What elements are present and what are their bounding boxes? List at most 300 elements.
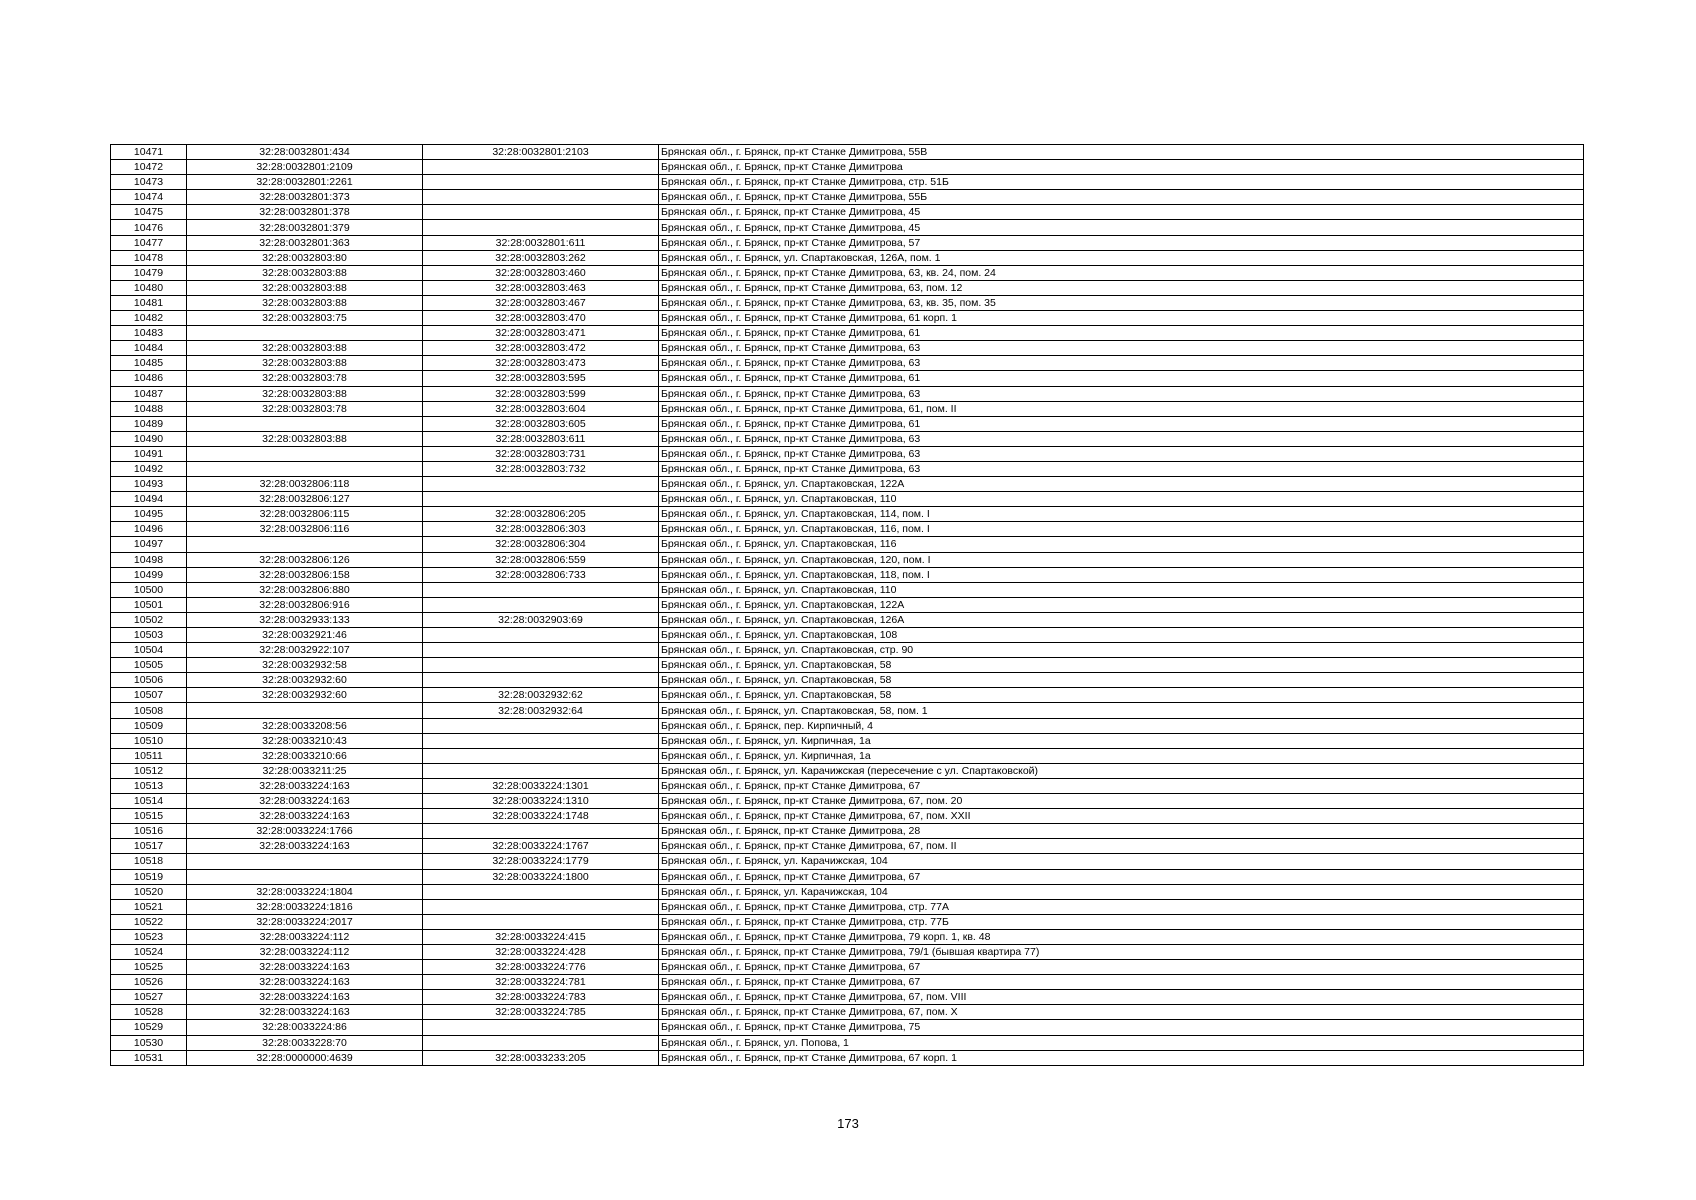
land-cadastral-number-cell bbox=[187, 416, 423, 431]
row-number-cell: 10477 bbox=[111, 235, 187, 250]
table-row bbox=[111, 1005, 1584, 1020]
land-cadastral-number-cell: 32:28:0033224:112 bbox=[187, 944, 423, 959]
object-cadastral-number-cell: 32:28:0032803:611 bbox=[423, 431, 659, 446]
land-cadastral-number-cell bbox=[187, 461, 423, 476]
object-cadastral-number-cell: 32:28:0033224:428 bbox=[423, 944, 659, 959]
object-cadastral-number-cell bbox=[423, 175, 659, 190]
row-number-cell: 10498 bbox=[111, 552, 187, 567]
table-row bbox=[111, 703, 1584, 718]
address-cell: Брянская обл., г. Брянск, пр-кт Станке Димитрова, стр. 77Б bbox=[659, 914, 1584, 929]
table-row bbox=[111, 311, 1584, 326]
address-cell: Брянская обл., г. Брянск, ул. Карачижская, 104 bbox=[659, 884, 1584, 899]
table-row bbox=[111, 869, 1584, 884]
row-number-cell: 10494 bbox=[111, 492, 187, 507]
row-number-cell: 10489 bbox=[111, 416, 187, 431]
address-cell: Брянская обл., г. Брянск, ул. Спартаковская, 120, пом. I bbox=[659, 552, 1584, 567]
address-cell: Брянская обл., г. Брянск, пр-кт Станке Димитрова, 63, пом. 12 bbox=[659, 280, 1584, 295]
object-cadastral-number-cell bbox=[423, 492, 659, 507]
land-cadastral-number-cell: 32:28:0033224:163 bbox=[187, 1005, 423, 1020]
address-cell: Брянская обл., г. Брянск, пр-кт Станке Димитрова, 67 bbox=[659, 975, 1584, 990]
object-cadastral-number-cell bbox=[423, 1020, 659, 1035]
address-cell: Брянская обл., г. Брянск, ул. Спартаковская, 58, пом. 1 bbox=[659, 703, 1584, 718]
address-cell: Брянская обл., г. Брянск, пр-кт Станке Димитрова, 67, пом. XXII bbox=[659, 809, 1584, 824]
table-row bbox=[111, 975, 1584, 990]
object-cadastral-number-cell: 32:28:0033233:205 bbox=[423, 1050, 659, 1065]
table-row bbox=[111, 386, 1584, 401]
object-cadastral-number-cell: 32:28:0033224:781 bbox=[423, 975, 659, 990]
land-cadastral-number-cell: 32:28:0032801:379 bbox=[187, 220, 423, 235]
row-number-cell: 10531 bbox=[111, 1050, 187, 1065]
object-cadastral-number-cell: 32:28:0032806:304 bbox=[423, 537, 659, 552]
row-number-cell: 10493 bbox=[111, 477, 187, 492]
table-row bbox=[111, 839, 1584, 854]
land-cadastral-number-cell: 32:28:0032932:60 bbox=[187, 688, 423, 703]
table-row bbox=[111, 914, 1584, 929]
land-cadastral-number-cell: 32:28:0032806:118 bbox=[187, 477, 423, 492]
land-cadastral-number-cell: 32:28:0032806:158 bbox=[187, 567, 423, 582]
address-cell: Брянская обл., г. Брянск, пр-кт Станке Димитрова, стр. 77А bbox=[659, 899, 1584, 914]
object-cadastral-number-cell: 32:28:0032803:604 bbox=[423, 401, 659, 416]
object-cadastral-number-cell: 32:28:0033224:415 bbox=[423, 929, 659, 944]
land-cadastral-number-cell: 32:28:0033210:66 bbox=[187, 748, 423, 763]
land-cadastral-number-cell: 32:28:0032932:60 bbox=[187, 673, 423, 688]
land-cadastral-number-cell: 32:28:0033224:163 bbox=[187, 778, 423, 793]
table-row bbox=[111, 960, 1584, 975]
land-cadastral-number-cell: 32:28:0032921:46 bbox=[187, 628, 423, 643]
registry-table-body bbox=[111, 145, 1584, 1066]
object-cadastral-number-cell: 32:28:0033224:785 bbox=[423, 1005, 659, 1020]
table-row bbox=[111, 341, 1584, 356]
address-cell: Брянская обл., г. Брянск, пр-кт Станке Димитрова, 61 корп. 1 bbox=[659, 311, 1584, 326]
land-cadastral-number-cell: 32:28:0032803:75 bbox=[187, 311, 423, 326]
row-number-cell: 10513 bbox=[111, 778, 187, 793]
row-number-cell: 10519 bbox=[111, 869, 187, 884]
land-cadastral-number-cell: 32:28:0032803:88 bbox=[187, 356, 423, 371]
object-cadastral-number-cell bbox=[423, 160, 659, 175]
address-cell: Брянская обл., г. Брянск, ул. Спартаковская, 58 bbox=[659, 688, 1584, 703]
object-cadastral-number-cell: 32:28:0032803:732 bbox=[423, 461, 659, 476]
address-cell: Брянская обл., г. Брянск, пр-кт Станке Димитрова, 28 bbox=[659, 824, 1584, 839]
land-cadastral-number-cell: 32:28:0032803:88 bbox=[187, 295, 423, 310]
table-row bbox=[111, 461, 1584, 476]
object-cadastral-number-cell bbox=[423, 597, 659, 612]
object-cadastral-number-cell: 32:28:0033224:1310 bbox=[423, 794, 659, 809]
row-number-cell: 10488 bbox=[111, 401, 187, 416]
address-cell: Брянская обл., г. Брянск, ул. Спартаковская, стр. 90 bbox=[659, 643, 1584, 658]
row-number-cell: 10530 bbox=[111, 1035, 187, 1050]
address-cell: Брянская обл., г. Брянск, пр-кт Станке Димитрова, 67, пом. X bbox=[659, 1005, 1584, 1020]
registry-table bbox=[110, 144, 1584, 1066]
address-cell: Брянская обл., г. Брянск, пр-кт Станке Димитрова, 75 bbox=[659, 1020, 1584, 1035]
land-cadastral-number-cell: 32:28:0032801:2109 bbox=[187, 160, 423, 175]
address-cell: Брянская обл., г. Брянск, пр-кт Станке Димитрова, 45 bbox=[659, 205, 1584, 220]
row-number-cell: 10502 bbox=[111, 612, 187, 627]
row-number-cell: 10478 bbox=[111, 250, 187, 265]
row-number-cell: 10483 bbox=[111, 326, 187, 341]
address-cell: Брянская обл., г. Брянск, пр-кт Станке Димитрова, 63 bbox=[659, 461, 1584, 476]
object-cadastral-number-cell: 32:28:0032932:62 bbox=[423, 688, 659, 703]
row-number-cell: 10500 bbox=[111, 582, 187, 597]
land-cadastral-number-cell: 32:28:0032803:88 bbox=[187, 280, 423, 295]
address-cell: Брянская обл., г. Брянск, пр-кт Станке Димитрова, 55Б bbox=[659, 190, 1584, 205]
address-cell: Брянская обл., г. Брянск, ул. Кирпичная, 1а bbox=[659, 733, 1584, 748]
land-cadastral-number-cell: 32:28:0000000:4639 bbox=[187, 1050, 423, 1065]
row-number-cell: 10521 bbox=[111, 899, 187, 914]
object-cadastral-number-cell: 32:28:0032803:471 bbox=[423, 326, 659, 341]
land-cadastral-number-cell bbox=[187, 326, 423, 341]
object-cadastral-number-cell: 32:28:0032806:303 bbox=[423, 522, 659, 537]
address-cell: Брянская обл., г. Брянск, пр-кт Станке Димитрова, 61 bbox=[659, 416, 1584, 431]
row-number-cell: 10484 bbox=[111, 341, 187, 356]
table-row bbox=[111, 733, 1584, 748]
table-row bbox=[111, 597, 1584, 612]
land-cadastral-number-cell: 32:28:0033224:163 bbox=[187, 975, 423, 990]
land-cadastral-number-cell: 32:28:0033211:25 bbox=[187, 763, 423, 778]
row-number-cell: 10529 bbox=[111, 1020, 187, 1035]
address-cell: Брянская обл., г. Брянск, пр-кт Станке Димитрова, 67 bbox=[659, 960, 1584, 975]
address-cell: Брянская обл., г. Брянск, ул. Спартаковская, 116 bbox=[659, 537, 1584, 552]
address-cell: Брянская обл., г. Брянск, пр-кт Станке Димитрова, 63 bbox=[659, 431, 1584, 446]
row-number-cell: 10524 bbox=[111, 944, 187, 959]
object-cadastral-number-cell bbox=[423, 824, 659, 839]
table-row bbox=[111, 688, 1584, 703]
land-cadastral-number-cell: 32:28:0032803:88 bbox=[187, 341, 423, 356]
row-number-cell: 10497 bbox=[111, 537, 187, 552]
row-number-cell: 10495 bbox=[111, 507, 187, 522]
row-number-cell: 10506 bbox=[111, 673, 187, 688]
table-row bbox=[111, 1035, 1584, 1050]
land-cadastral-number-cell: 32:28:0033224:163 bbox=[187, 794, 423, 809]
address-cell: Брянская обл., г. Брянск, пр-кт Станке Димитрова, 63 bbox=[659, 386, 1584, 401]
page-number: 173 bbox=[837, 1116, 859, 1131]
table-row bbox=[111, 326, 1584, 341]
row-number-cell: 10511 bbox=[111, 748, 187, 763]
address-cell: Брянская обл., г. Брянск, пр-кт Станке Димитрова, 67 bbox=[659, 778, 1584, 793]
object-cadastral-number-cell: 32:28:0032803:467 bbox=[423, 295, 659, 310]
row-number-cell: 10525 bbox=[111, 960, 187, 975]
table-row bbox=[111, 854, 1584, 869]
object-cadastral-number-cell bbox=[423, 190, 659, 205]
row-number-cell: 10527 bbox=[111, 990, 187, 1005]
land-cadastral-number-cell: 32:28:0032803:78 bbox=[187, 371, 423, 386]
row-number-cell: 10496 bbox=[111, 522, 187, 537]
table-row bbox=[111, 899, 1584, 914]
object-cadastral-number-cell bbox=[423, 914, 659, 929]
address-cell: Брянская обл., г. Брянск, пр-кт Станке Димитрова, 61, пом. II bbox=[659, 401, 1584, 416]
object-cadastral-number-cell: 32:28:0032803:460 bbox=[423, 265, 659, 280]
row-number-cell: 10473 bbox=[111, 175, 187, 190]
table-row bbox=[111, 824, 1584, 839]
object-cadastral-number-cell: 32:28:0032803:473 bbox=[423, 356, 659, 371]
row-number-cell: 10501 bbox=[111, 597, 187, 612]
object-cadastral-number-cell: 32:28:0032803:463 bbox=[423, 280, 659, 295]
object-cadastral-number-cell: 32:28:0032801:611 bbox=[423, 235, 659, 250]
land-cadastral-number-cell: 32:28:0032932:58 bbox=[187, 658, 423, 673]
table-row bbox=[111, 990, 1584, 1005]
table-row bbox=[111, 356, 1584, 371]
row-number-cell: 10491 bbox=[111, 446, 187, 461]
land-cadastral-number-cell: 32:28:0032801:378 bbox=[187, 205, 423, 220]
address-cell: Брянская обл., г. Брянск, пр-кт Станке Димитрова, 67, пом. 20 bbox=[659, 794, 1584, 809]
row-number-cell: 10520 bbox=[111, 884, 187, 899]
row-number-cell: 10518 bbox=[111, 854, 187, 869]
land-cadastral-number-cell: 32:28:0032806:126 bbox=[187, 552, 423, 567]
table-row bbox=[111, 582, 1584, 597]
land-cadastral-number-cell: 32:28:0032806:115 bbox=[187, 507, 423, 522]
table-row bbox=[111, 778, 1584, 793]
object-cadastral-number-cell bbox=[423, 733, 659, 748]
row-number-cell: 10528 bbox=[111, 1005, 187, 1020]
table-row bbox=[111, 537, 1584, 552]
row-number-cell: 10486 bbox=[111, 371, 187, 386]
object-cadastral-number-cell bbox=[423, 748, 659, 763]
row-number-cell: 10514 bbox=[111, 794, 187, 809]
row-number-cell: 10512 bbox=[111, 763, 187, 778]
row-number-cell: 10523 bbox=[111, 929, 187, 944]
table-row bbox=[111, 658, 1584, 673]
row-number-cell: 10482 bbox=[111, 311, 187, 326]
table-row bbox=[111, 552, 1584, 567]
object-cadastral-number-cell bbox=[423, 658, 659, 673]
table-row bbox=[111, 280, 1584, 295]
address-cell: Брянская обл., г. Брянск, пр-кт Станке Димитрова, 67 корп. 1 bbox=[659, 1050, 1584, 1065]
table-row bbox=[111, 205, 1584, 220]
table-row bbox=[111, 446, 1584, 461]
land-cadastral-number-cell: 32:28:0033208:56 bbox=[187, 718, 423, 733]
object-cadastral-number-cell bbox=[423, 763, 659, 778]
table-row bbox=[111, 250, 1584, 265]
object-cadastral-number-cell bbox=[423, 1035, 659, 1050]
table-row bbox=[111, 628, 1584, 643]
address-cell: Брянская обл., г. Брянск, ул. Спартаковская, 116, пом. I bbox=[659, 522, 1584, 537]
land-cadastral-number-cell: 32:28:0032803:88 bbox=[187, 386, 423, 401]
object-cadastral-number-cell bbox=[423, 643, 659, 658]
address-cell: Брянская обл., г. Брянск, ул. Спартаковская, 122А bbox=[659, 597, 1584, 612]
land-cadastral-number-cell: 32:28:0033224:2017 bbox=[187, 914, 423, 929]
address-cell: Брянская обл., г. Брянск, пр-кт Станке Димитрова, 45 bbox=[659, 220, 1584, 235]
object-cadastral-number-cell: 32:28:0033224:1800 bbox=[423, 869, 659, 884]
table-row bbox=[111, 492, 1584, 507]
object-cadastral-number-cell: 32:28:0032803:731 bbox=[423, 446, 659, 461]
address-cell: Брянская обл., г. Брянск, пр-кт Станке Димитрова, 63 bbox=[659, 356, 1584, 371]
land-cadastral-number-cell: 32:28:0032806:127 bbox=[187, 492, 423, 507]
table-row bbox=[111, 522, 1584, 537]
land-cadastral-number-cell: 32:28:0033224:1804 bbox=[187, 884, 423, 899]
object-cadastral-number-cell: 32:28:0032806:205 bbox=[423, 507, 659, 522]
land-cadastral-number-cell: 32:28:0032806:880 bbox=[187, 582, 423, 597]
table-row bbox=[111, 929, 1584, 944]
land-cadastral-number-cell: 32:28:0033224:163 bbox=[187, 960, 423, 975]
address-cell: Брянская обл., г. Брянск, пр-кт Станке Димитрова, 55В bbox=[659, 145, 1584, 160]
address-cell: Брянская обл., г. Брянск, пр-кт Станке Димитрова, 79 корп. 1, кв. 48 bbox=[659, 929, 1584, 944]
land-cadastral-number-cell bbox=[187, 446, 423, 461]
table-row bbox=[111, 190, 1584, 205]
land-cadastral-number-cell: 32:28:0032801:2261 bbox=[187, 175, 423, 190]
object-cadastral-number-cell: 32:28:0032803:605 bbox=[423, 416, 659, 431]
address-cell: Брянская обл., г. Брянск, ул. Спартаковская, 126А bbox=[659, 612, 1584, 627]
land-cadastral-number-cell: 32:28:0033228:70 bbox=[187, 1035, 423, 1050]
address-cell: Брянская обл., г. Брянск, ул. Спартаковская, 118, пом. I bbox=[659, 567, 1584, 582]
object-cadastral-number-cell: 32:28:0032806:733 bbox=[423, 567, 659, 582]
land-cadastral-number-cell: 32:28:0033224:86 bbox=[187, 1020, 423, 1035]
table-row bbox=[111, 401, 1584, 416]
table-row bbox=[111, 145, 1584, 160]
table-row bbox=[111, 265, 1584, 280]
land-cadastral-number-cell: 32:28:0033224:163 bbox=[187, 809, 423, 824]
address-cell: Брянская обл., г. Брянск, ул. Спартаковская, 58 bbox=[659, 673, 1584, 688]
row-number-cell: 10505 bbox=[111, 658, 187, 673]
object-cadastral-number-cell bbox=[423, 582, 659, 597]
land-cadastral-number-cell: 32:28:0033224:1816 bbox=[187, 899, 423, 914]
address-cell: Брянская обл., г. Брянск, пр-кт Станке Димитрова, 67, пом. VIII bbox=[659, 990, 1584, 1005]
row-number-cell: 10516 bbox=[111, 824, 187, 839]
table-row bbox=[111, 748, 1584, 763]
row-number-cell: 10526 bbox=[111, 975, 187, 990]
address-cell: Брянская обл., г. Брянск, пр-кт Станке Димитрова, 67, пом. II bbox=[659, 839, 1584, 854]
object-cadastral-number-cell: 32:28:0032803:262 bbox=[423, 250, 659, 265]
object-cadastral-number-cell: 32:28:0032801:2103 bbox=[423, 145, 659, 160]
table-row bbox=[111, 718, 1584, 733]
row-number-cell: 10522 bbox=[111, 914, 187, 929]
object-cadastral-number-cell bbox=[423, 477, 659, 492]
row-number-cell: 10507 bbox=[111, 688, 187, 703]
object-cadastral-number-cell: 32:28:0032803:472 bbox=[423, 341, 659, 356]
address-cell: Брянская обл., г. Брянск, ул. Спартаковская, 126А, пом. 1 bbox=[659, 250, 1584, 265]
address-cell: Брянская обл., г. Брянск, пр-кт Станке Димитрова bbox=[659, 160, 1584, 175]
table-row bbox=[111, 295, 1584, 310]
land-cadastral-number-cell: 32:28:0032803:80 bbox=[187, 250, 423, 265]
object-cadastral-number-cell: 32:28:0032806:559 bbox=[423, 552, 659, 567]
address-cell: Брянская обл., г. Брянск, ул. Спартаковская, 108 bbox=[659, 628, 1584, 643]
table-row bbox=[111, 220, 1584, 235]
table-row bbox=[111, 1050, 1584, 1065]
row-number-cell: 10480 bbox=[111, 280, 187, 295]
land-cadastral-number-cell: 32:28:0033210:43 bbox=[187, 733, 423, 748]
table-row bbox=[111, 567, 1584, 582]
address-cell: Брянская обл., г. Брянск, пер. Кирпичный, 4 bbox=[659, 718, 1584, 733]
object-cadastral-number-cell bbox=[423, 899, 659, 914]
address-cell: Брянская обл., г. Брянск, пр-кт Станке Димитрова, 57 bbox=[659, 235, 1584, 250]
row-number-cell: 10475 bbox=[111, 205, 187, 220]
row-number-cell: 10485 bbox=[111, 356, 187, 371]
table-row bbox=[111, 431, 1584, 446]
table-row bbox=[111, 884, 1584, 899]
row-number-cell: 10499 bbox=[111, 567, 187, 582]
table-row bbox=[111, 944, 1584, 959]
land-cadastral-number-cell: 32:28:0032803:88 bbox=[187, 431, 423, 446]
table-row bbox=[111, 160, 1584, 175]
land-cadastral-number-cell: 32:28:0032803:88 bbox=[187, 265, 423, 280]
land-cadastral-number-cell bbox=[187, 537, 423, 552]
table-row bbox=[111, 794, 1584, 809]
row-number-cell: 10472 bbox=[111, 160, 187, 175]
table-row bbox=[111, 643, 1584, 658]
address-cell: Брянская обл., г. Брянск, пр-кт Станке Димитрова, 61 bbox=[659, 326, 1584, 341]
address-cell: Брянская обл., г. Брянск, пр-кт Станке Димитрова, 63 bbox=[659, 341, 1584, 356]
object-cadastral-number-cell: 32:28:0033224:1748 bbox=[423, 809, 659, 824]
land-cadastral-number-cell: 32:28:0032801:434 bbox=[187, 145, 423, 160]
object-cadastral-number-cell: 32:28:0033224:1301 bbox=[423, 778, 659, 793]
object-cadastral-number-cell: 32:28:0033224:1779 bbox=[423, 854, 659, 869]
address-cell: Брянская обл., г. Брянск, ул. Спартаковская, 114, пом. I bbox=[659, 507, 1584, 522]
address-cell: Брянская обл., г. Брянск, пр-кт Станке Димитрова, 67 bbox=[659, 869, 1584, 884]
object-cadastral-number-cell bbox=[423, 718, 659, 733]
land-cadastral-number-cell: 32:28:0032806:916 bbox=[187, 597, 423, 612]
land-cadastral-number-cell bbox=[187, 703, 423, 718]
row-number-cell: 10474 bbox=[111, 190, 187, 205]
object-cadastral-number-cell: 32:28:0032803:470 bbox=[423, 311, 659, 326]
row-number-cell: 10487 bbox=[111, 386, 187, 401]
address-cell: Брянская обл., г. Брянск, пр-кт Станке Димитрова, стр. 51Б bbox=[659, 175, 1584, 190]
address-cell: Брянская обл., г. Брянск, пр-кт Станке Димитрова, 61 bbox=[659, 371, 1584, 386]
object-cadastral-number-cell bbox=[423, 884, 659, 899]
object-cadastral-number-cell: 32:28:0032803:599 bbox=[423, 386, 659, 401]
land-cadastral-number-cell: 32:28:0032803:78 bbox=[187, 401, 423, 416]
address-cell: Брянская обл., г. Брянск, ул. Попова, 1 bbox=[659, 1035, 1584, 1050]
row-number-cell: 10471 bbox=[111, 145, 187, 160]
table-row bbox=[111, 612, 1584, 627]
row-number-cell: 10492 bbox=[111, 461, 187, 476]
table-row bbox=[111, 371, 1584, 386]
object-cadastral-number-cell bbox=[423, 205, 659, 220]
row-number-cell: 10515 bbox=[111, 809, 187, 824]
address-cell: Брянская обл., г. Брянск, ул. Спартаковская, 110 bbox=[659, 492, 1584, 507]
land-cadastral-number-cell: 32:28:0032933:133 bbox=[187, 612, 423, 627]
row-number-cell: 10509 bbox=[111, 718, 187, 733]
row-number-cell: 10490 bbox=[111, 431, 187, 446]
object-cadastral-number-cell: 32:28:0033224:783 bbox=[423, 990, 659, 1005]
object-cadastral-number-cell bbox=[423, 220, 659, 235]
land-cadastral-number-cell bbox=[187, 854, 423, 869]
land-cadastral-number-cell: 32:28:0032801:373 bbox=[187, 190, 423, 205]
object-cadastral-number-cell: 32:28:0032932:64 bbox=[423, 703, 659, 718]
row-number-cell: 10510 bbox=[111, 733, 187, 748]
address-cell: Брянская обл., г. Брянск, пр-кт Станке Димитрова, 63, кв. 24, пом. 24 bbox=[659, 265, 1584, 280]
land-cadastral-number-cell: 32:28:0033224:112 bbox=[187, 929, 423, 944]
row-number-cell: 10479 bbox=[111, 265, 187, 280]
table-row bbox=[111, 416, 1584, 431]
address-cell: Брянская обл., г. Брянск, ул. Карачижская (пересечение с ул. Спартаковской) bbox=[659, 763, 1584, 778]
land-cadastral-number-cell: 32:28:0033224:1766 bbox=[187, 824, 423, 839]
row-number-cell: 10508 bbox=[111, 703, 187, 718]
address-cell: Брянская обл., г. Брянск, пр-кт Станке Димитрова, 79/1 (бывшая квартира 77) bbox=[659, 944, 1584, 959]
row-number-cell: 10504 bbox=[111, 643, 187, 658]
row-number-cell: 10503 bbox=[111, 628, 187, 643]
object-cadastral-number-cell: 32:28:0032903:69 bbox=[423, 612, 659, 627]
object-cadastral-number-cell: 32:28:0032803:595 bbox=[423, 371, 659, 386]
land-cadastral-number-cell: 32:28:0032801:363 bbox=[187, 235, 423, 250]
row-number-cell: 10481 bbox=[111, 295, 187, 310]
address-cell: Брянская обл., г. Брянск, пр-кт Станке Димитрова, 63 bbox=[659, 446, 1584, 461]
table-row bbox=[111, 1020, 1584, 1035]
table-row bbox=[111, 477, 1584, 492]
table-row bbox=[111, 235, 1584, 250]
land-cadastral-number-cell: 32:28:0032922:107 bbox=[187, 643, 423, 658]
address-cell: Брянская обл., г. Брянск, ул. Спартаковская, 110 bbox=[659, 582, 1584, 597]
address-cell: Брянская обл., г. Брянск, ул. Спартаковская, 122А bbox=[659, 477, 1584, 492]
object-cadastral-number-cell bbox=[423, 673, 659, 688]
address-cell: Брянская обл., г. Брянск, ул. Спартаковская, 58 bbox=[659, 658, 1584, 673]
table-row bbox=[111, 809, 1584, 824]
table-row bbox=[111, 673, 1584, 688]
address-cell: Брянская обл., г. Брянск, пр-кт Станке Димитрова, 63, кв. 35, пом. 35 bbox=[659, 295, 1584, 310]
table-row bbox=[111, 763, 1584, 778]
table-row bbox=[111, 175, 1584, 190]
land-cadastral-number-cell: 32:28:0033224:163 bbox=[187, 990, 423, 1005]
object-cadastral-number-cell: 32:28:0033224:1767 bbox=[423, 839, 659, 854]
row-number-cell: 10476 bbox=[111, 220, 187, 235]
address-cell: Брянская обл., г. Брянск, ул. Карачижская, 104 bbox=[659, 854, 1584, 869]
